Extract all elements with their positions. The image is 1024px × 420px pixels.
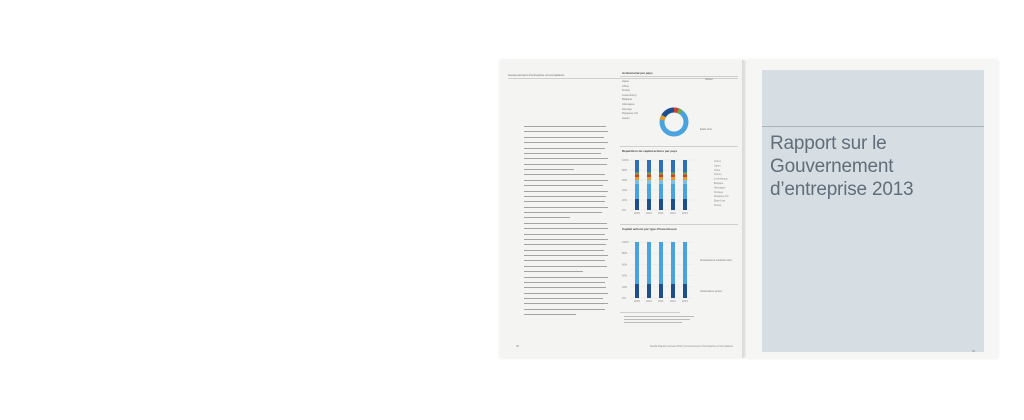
x-tick-label: 2012 bbox=[670, 300, 676, 303]
title-line-3: d’entreprise 2013 bbox=[770, 179, 914, 200]
bar-segment bbox=[659, 242, 663, 284]
section-header: Gouvernement d'entreprise et Compliance bbox=[508, 73, 565, 77]
bar-segment bbox=[659, 175, 663, 178]
bar-segment bbox=[671, 177, 675, 180]
y-tick-label: 0% bbox=[622, 209, 626, 212]
bar-segment bbox=[635, 175, 639, 178]
chart2-legend-item: Norvège bbox=[714, 190, 724, 194]
y-tick-label: 40% bbox=[622, 274, 628, 278]
x-tick-label: 2009 bbox=[634, 300, 640, 303]
chart2-legend-item: Autres bbox=[714, 160, 721, 163]
chart3-label-top: Investisseurs institutionnels bbox=[700, 259, 732, 262]
y-tick-label: 40% bbox=[622, 189, 628, 192]
body-text-column bbox=[524, 124, 608, 318]
y-tick-label: 20% bbox=[622, 285, 628, 289]
bar-segment bbox=[671, 242, 675, 284]
title-line-2: Gouvernement bbox=[770, 156, 894, 177]
bar-segment bbox=[659, 173, 663, 175]
panel-rule bbox=[762, 126, 984, 127]
chart1-legend-item: Luxembourg bbox=[622, 93, 637, 97]
title-line-1: Rapport sur le bbox=[770, 133, 887, 154]
chart2-legend-item: Suisse bbox=[714, 204, 722, 207]
bar-segment bbox=[683, 180, 687, 184]
chart3-stacked-bars bbox=[622, 240, 738, 306]
bar-segment bbox=[683, 284, 687, 298]
bar-segment bbox=[659, 184, 663, 199]
bar-segment bbox=[683, 160, 687, 173]
bar-segment bbox=[647, 284, 651, 298]
left-page bbox=[500, 60, 744, 358]
bar-segment bbox=[647, 184, 651, 199]
report-title bbox=[770, 132, 980, 201]
bar-segment bbox=[647, 173, 651, 175]
chart1-legend-item: Belgique bbox=[622, 98, 633, 102]
bar-segment bbox=[683, 199, 687, 210]
bar-segment bbox=[635, 173, 639, 175]
bar-segment bbox=[683, 175, 687, 178]
bar-segment bbox=[659, 284, 663, 298]
bar-segment bbox=[671, 173, 675, 175]
bar-segment bbox=[647, 177, 651, 180]
bar-segment bbox=[671, 199, 675, 210]
cover-panel bbox=[762, 70, 984, 352]
chart3-label-bottom: Actionnaires privés bbox=[700, 290, 722, 293]
bar-segment bbox=[659, 177, 663, 180]
bar-segment bbox=[635, 199, 639, 210]
chart1-legend-item: France bbox=[622, 89, 631, 93]
bar-segment bbox=[683, 177, 687, 180]
chart1-legend-item: Chine bbox=[622, 84, 629, 88]
bar-segment bbox=[635, 160, 639, 173]
chart2-legend-item: Luxembourg bbox=[714, 177, 728, 181]
x-tick-label: 2010 bbox=[646, 212, 652, 215]
bar-segment bbox=[671, 184, 675, 199]
chart2-legend-item: Belgique bbox=[714, 182, 724, 185]
chart1-legend-item: Norvège bbox=[622, 107, 632, 111]
y-tick-label: 60% bbox=[622, 179, 628, 182]
chart1-legend-item: Royaume-Uni bbox=[622, 112, 638, 116]
x-tick-label: 2009 bbox=[634, 212, 640, 215]
chart2-legend-item: Japon bbox=[714, 164, 721, 168]
right-page bbox=[746, 60, 998, 358]
bar-segment bbox=[671, 180, 675, 184]
bar-segment bbox=[635, 184, 639, 199]
left-page-footer: Nestlé Rapport annuel 2013 | Gouvernement d'entreprise et Compliance bbox=[650, 345, 734, 348]
chart2-stacked-bars bbox=[622, 158, 738, 218]
chart1-legend-item: Japon bbox=[622, 80, 630, 83]
left-page-number: 98 bbox=[516, 345, 519, 348]
x-tick-label: 2013 bbox=[682, 212, 688, 215]
y-tick-label: 20% bbox=[622, 199, 628, 202]
chart2-legend-item: Royaume-Uni bbox=[714, 195, 729, 199]
chart1-legend-item: Autres bbox=[622, 116, 630, 120]
chart2-legend-item: Chine bbox=[714, 168, 721, 172]
x-tick-label: 2012 bbox=[670, 212, 676, 215]
chart1-legend-item: Allemagne bbox=[622, 103, 635, 106]
bar-segment bbox=[659, 199, 663, 210]
x-tick-label: 2013 bbox=[682, 300, 688, 303]
right-page-number: 99 bbox=[972, 350, 975, 353]
y-tick-label: 0% bbox=[622, 297, 626, 300]
chart1-donut bbox=[658, 106, 690, 138]
bar-segment bbox=[659, 180, 663, 184]
x-tick-label: 2011 bbox=[658, 300, 664, 303]
bar-segment bbox=[635, 242, 639, 284]
document-spread bbox=[500, 60, 998, 358]
bar-segment bbox=[647, 175, 651, 178]
bar-segment bbox=[647, 180, 651, 184]
x-tick-label: 2011 bbox=[658, 212, 664, 215]
y-tick-label: 80% bbox=[622, 169, 628, 172]
chart1-title: Actionnariat par pays bbox=[622, 71, 653, 75]
chart3-title: Capital actions par type d'investisseur bbox=[622, 227, 677, 231]
header-rule bbox=[508, 78, 738, 79]
chart2-legend-item: France bbox=[714, 173, 722, 177]
bar-segment bbox=[635, 177, 639, 180]
bar-segment bbox=[671, 175, 675, 178]
y-tick-label: 60% bbox=[622, 263, 628, 267]
bar-segment bbox=[671, 284, 675, 298]
bar-segment bbox=[683, 184, 687, 199]
bar-segment bbox=[647, 242, 651, 284]
bar-segment bbox=[635, 284, 639, 298]
bar-segment bbox=[683, 242, 687, 284]
bar-segment bbox=[671, 160, 675, 173]
y-tick-label: 100% bbox=[622, 241, 629, 244]
bar-segment bbox=[647, 199, 651, 210]
bar-segment bbox=[659, 160, 663, 173]
y-tick-label: 80% bbox=[622, 252, 628, 256]
bar-segment bbox=[647, 160, 651, 173]
bar-segment bbox=[635, 180, 639, 184]
x-tick-label: 2010 bbox=[646, 300, 652, 303]
chart2-title: Répartition du capital actions par pays bbox=[622, 149, 678, 153]
y-tick-label: 100% bbox=[622, 159, 629, 162]
chart1-label-right-bottom: Etats-Unis bbox=[700, 128, 712, 131]
chart2-legend-item: Allemagne bbox=[714, 186, 726, 190]
chart2-legend-item: Etats-Unis bbox=[714, 199, 726, 203]
bar-segment bbox=[683, 173, 687, 175]
chart1-label-right-top: Suisse bbox=[705, 78, 713, 81]
